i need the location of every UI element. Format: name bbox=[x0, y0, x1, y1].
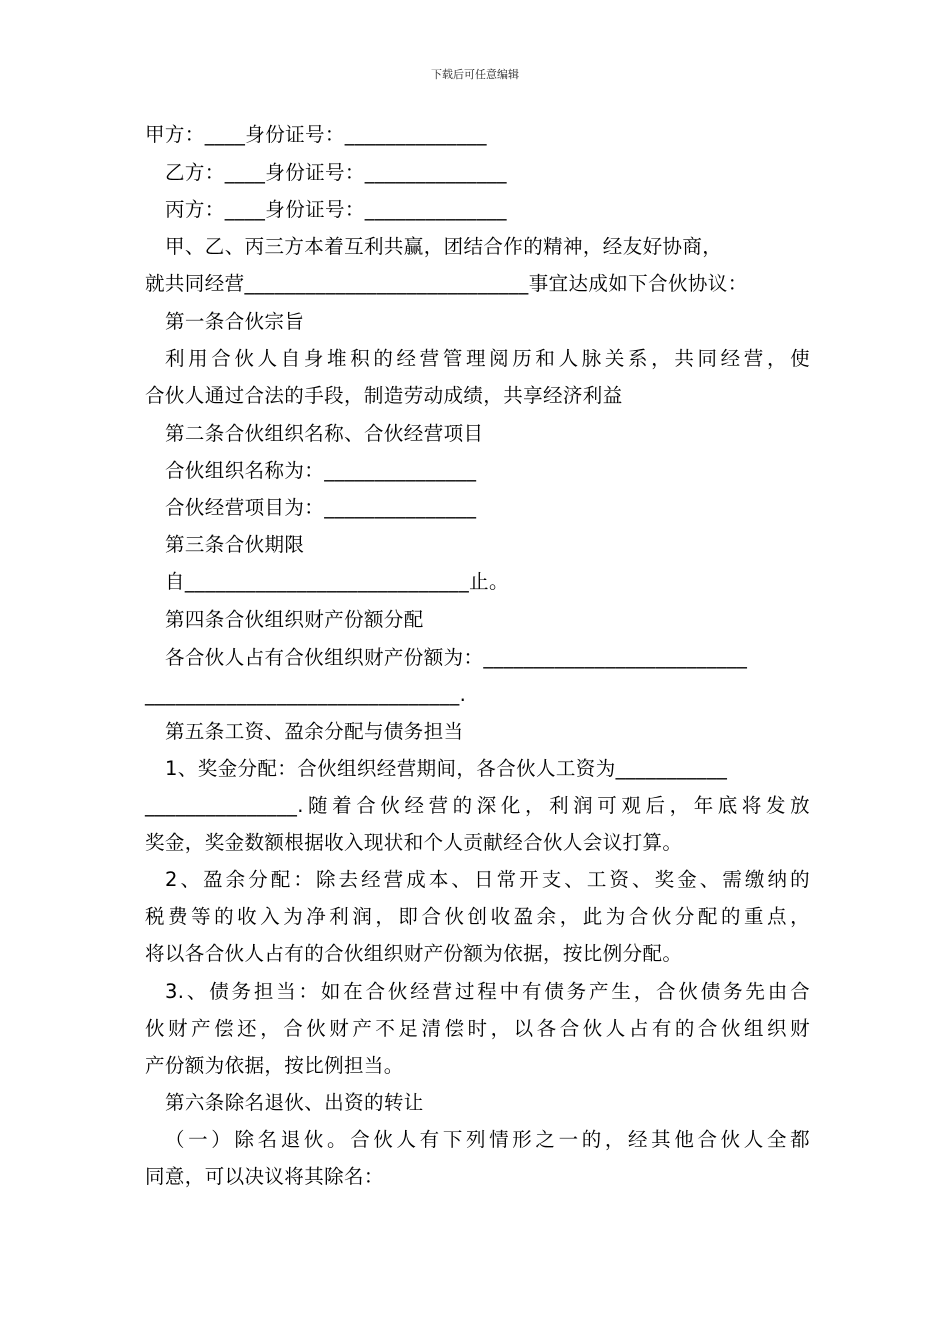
partnership-name-field: 合伙组织名称为：_______________ bbox=[165, 459, 477, 482]
article-1-heading: 第一条合伙宗旨 bbox=[165, 310, 305, 333]
article-4-heading: 第四条合伙组织财产份额分配 bbox=[165, 608, 424, 631]
party-b-line: 乙方：____身份证号：______________ bbox=[165, 161, 507, 184]
page-header: 下载后可任意编辑 bbox=[431, 68, 519, 81]
article-1-line-2: 合伙人通过合法的手段，制造劳动成绩，共享经济利益 bbox=[145, 384, 623, 407]
term-field: 自____________________________止。 bbox=[165, 570, 509, 593]
party-a-line: 甲方：____身份证号：______________ bbox=[145, 123, 487, 146]
intro-paragraph-line-2: 就共同经营____________________________事宜达成如下合伙协议： bbox=[145, 272, 748, 295]
expulsion-line-1: （一）除名退伙。合伙人有下列情形之一的，经其他合伙人全都 bbox=[165, 1128, 810, 1151]
share-field-line-2: _______________________________. bbox=[145, 683, 467, 706]
debt-line-3: 产份额为依据，按比例担当。 bbox=[145, 1054, 404, 1077]
bonus-line-1: 1、奖金分配：合伙组织经营期间，各合伙人工资为___________ bbox=[165, 757, 728, 780]
debt-line-2: 伙财产偿还，合伙财产不足清偿时，以各合伙人占有的合伙组织财 bbox=[145, 1017, 810, 1040]
intro-paragraph-line-1: 甲、乙、丙三方本着互利共赢，团结合作的精神，经友好协商， bbox=[165, 235, 723, 258]
debt-line-1: 3.、债务担当：如在合伙经营过程中有债务产生，合伙债务先由合 bbox=[165, 980, 810, 1003]
surplus-line-3: 将以各合伙人占有的合伙组织财产份额为依据，按比例分配。 bbox=[145, 942, 683, 965]
expulsion-line-2: 同意，可以决议将其除名： bbox=[145, 1165, 384, 1188]
surplus-line-2: 税费等的收入为净利润，即合伙创收盈余，此为合伙分配的重点， bbox=[145, 905, 810, 928]
article-5-heading: 第五条工资、盈余分配与债务担当 bbox=[165, 720, 464, 743]
surplus-line-1: 2、盈余分配：除去经营成本、日常开支、工资、奖金、需缴纳的 bbox=[165, 868, 810, 891]
share-field-line-1: 各合伙人占有合伙组织财产份额为：__________________________ bbox=[165, 646, 748, 669]
partnership-project-field: 合伙经营项目为：_______________ bbox=[165, 496, 477, 519]
article-6-heading: 第六条除名退伙、出资的转让 bbox=[165, 1091, 424, 1114]
article-2-heading: 第二条合伙组织名称、合伙经营项目 bbox=[165, 422, 484, 445]
party-c-line: 丙方：____身份证号：______________ bbox=[165, 198, 507, 221]
article-3-heading: 第三条合伙期限 bbox=[165, 533, 305, 556]
article-1-line-1: 利用合伙人自身堆积的经营管理阅历和人脉关系，共同经营，使 bbox=[165, 347, 810, 370]
bonus-line-3: 奖金，奖金数额根据收入现状和个人贡献经合伙人会议打算。 bbox=[145, 831, 683, 854]
bonus-line-2: _______________.随着合伙经营的深化，利润可观后，年底将发放 bbox=[145, 794, 810, 817]
